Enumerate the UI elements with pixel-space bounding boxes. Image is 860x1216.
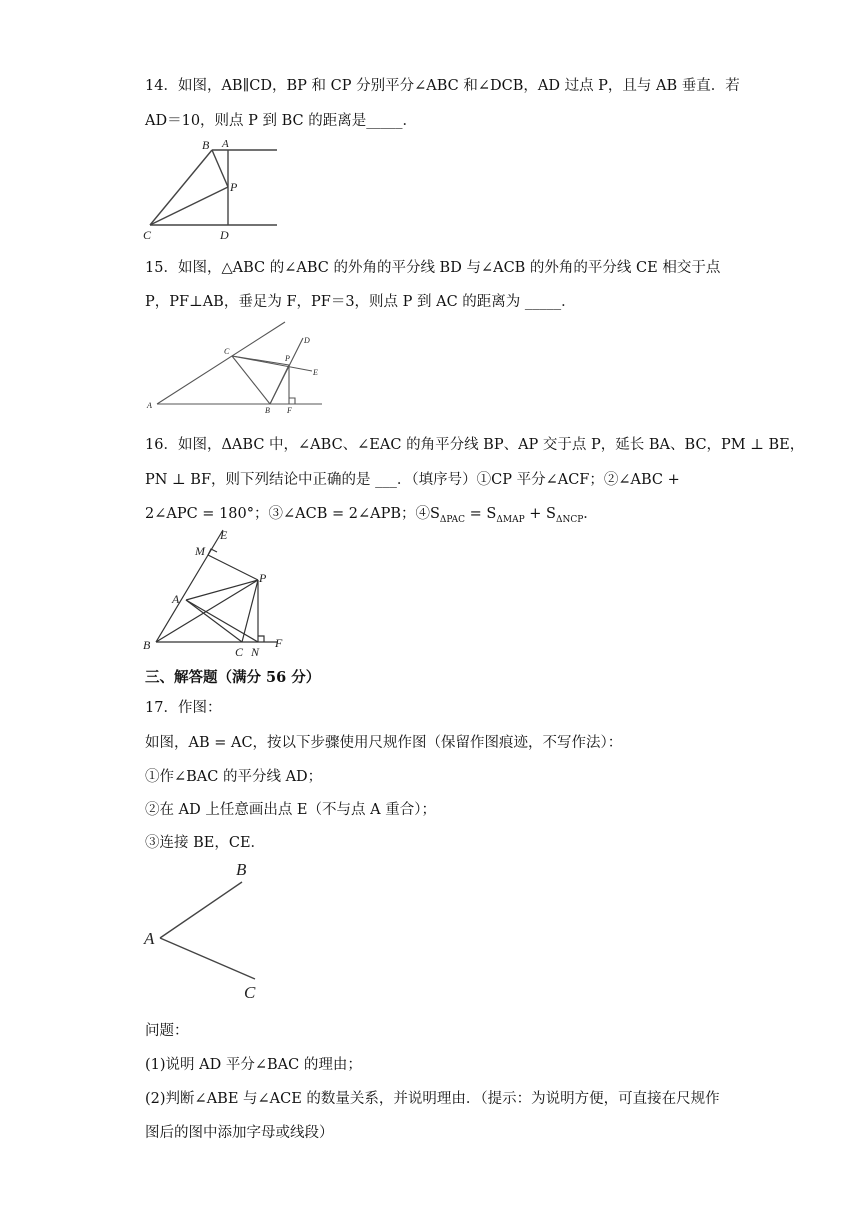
section-heading: 三、解答题（满分 56 分）: [145, 669, 321, 686]
q16-text-line3: 2∠APC = 180°；③∠ACB = 2∠APB；$④S_{\Delta PAC} = S_{\Delta MAP} + S_{\Delta NCP}$．: [145, 506, 598, 525]
q16-label-p: P: [259, 571, 267, 585]
q14-text-line1: 14．如图，AB∥CD，BP 和 CP 分别平分∠ABC 和∠DCB，AD 过点 P，且与 AB 垂直．若: [145, 78, 740, 94]
q15-label-c: C: [224, 347, 230, 356]
q16-label-m: M: [195, 544, 205, 558]
q16-label-e: E: [220, 528, 228, 542]
q15-text-line1: 15．如图，△ABC 的∠ABC 的外角的平分线 BD 与∠ACB 的外角的平分线 CE 相交于点: [145, 260, 721, 276]
q14-label-a: A: [222, 138, 229, 150]
q17-step2: ②在 AD 上任意画出点 E（不与点 A 重合）；: [145, 802, 436, 818]
q15-text-line2: P，PF⊥AB，垂足为 F，PF＝3，则点 P 到 AC 的距离为 _____．: [145, 294, 576, 310]
q17-question-2-line2: 图后的图中添加字母或线段）: [145, 1125, 334, 1141]
q17-question-2-line1: (2)判断∠ABE 与∠ACE 的数量关系，并说明理由．（提示：为说明方便，可直接在尺规作: [145, 1091, 720, 1107]
q17-step3: ③连接 BE，CE．: [145, 835, 266, 851]
q16-text-line2: PN ⊥ BF，则下列结论中正确的是 ___．（填序号）①CP 平分∠ACF；②∠ABC +: [145, 472, 680, 488]
q14-label-d: D: [220, 228, 229, 242]
q16-label-a: A: [172, 592, 180, 606]
q14-label-c: C: [143, 228, 152, 242]
q17-figure: [140, 855, 270, 1005]
q15-label-a: A: [147, 401, 152, 410]
q16-label-f: F: [275, 636, 283, 650]
q17-question-1: (1)说明 AD 平分∠BAC 的理由；: [145, 1057, 362, 1073]
q15-label-e: E: [313, 368, 318, 377]
q15-label-p: P: [285, 354, 290, 363]
q14-label-b: B: [202, 138, 210, 152]
q14-label-p: P: [230, 180, 238, 194]
q17-questions-title: 问题：: [145, 1023, 189, 1039]
q16-text-line1: 16．如图，ΔABC 中，∠ABC、∠EAC 的角平分线 BP、AP 交于点 P，延长 BA、BC，PM ⊥ BE，: [145, 437, 805, 453]
q15-label-d: D: [304, 336, 310, 345]
q15-label-b: B: [265, 406, 270, 415]
q16-figure: [138, 525, 298, 660]
q14-text-line2: AD＝10，则点 P 到 BC 的距离是_____．: [145, 113, 418, 129]
q17-label-b: B: [236, 860, 247, 879]
q16-label-c: C: [235, 645, 244, 659]
q14-figure: [140, 135, 285, 245]
q17-label-c: C: [244, 983, 256, 1002]
q17-label-a: A: [144, 929, 155, 948]
q15-label-f: F: [287, 406, 292, 415]
q15-figure: [140, 318, 330, 418]
q17-title: 17．作图：: [145, 700, 222, 716]
q16-label-b: B: [143, 638, 151, 652]
q16-label-n: N: [251, 645, 260, 659]
q17-intro: 如图，AB = AC，按以下步骤使用尺规作图（保留作图痕迹，不写作法）：: [145, 735, 623, 751]
q17-step1: ①作∠BAC 的平分线 AD；: [145, 769, 323, 785]
